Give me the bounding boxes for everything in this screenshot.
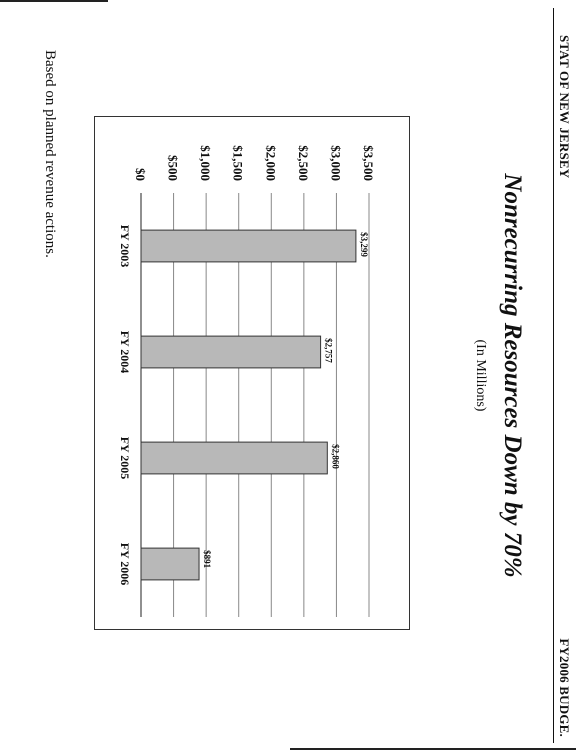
header-left: STAT OF NEW JERSEY bbox=[557, 35, 572, 179]
data-label: $2,757 bbox=[323, 338, 334, 363]
bar bbox=[141, 548, 199, 580]
category-label: FY 2005 bbox=[118, 436, 132, 480]
bar bbox=[141, 442, 327, 474]
data-label: $3,299 bbox=[358, 232, 369, 257]
category-label: FY 2004 bbox=[118, 330, 132, 374]
y-tick-label: $1,000 bbox=[198, 145, 214, 181]
chart-frame bbox=[94, 116, 410, 630]
bar bbox=[141, 336, 321, 368]
y-tick-label: $0 bbox=[133, 168, 148, 181]
data-label: $891 bbox=[202, 550, 213, 569]
y-tick-label: $3,500 bbox=[361, 145, 376, 181]
y-tick-label: $2,500 bbox=[295, 145, 311, 181]
bar bbox=[141, 230, 356, 262]
footnote: Based on planned revenue actions. bbox=[42, 50, 58, 258]
category-label: FY 2006 bbox=[118, 542, 132, 586]
category-label: FY 2003 bbox=[118, 224, 132, 268]
header-rule bbox=[553, 8, 554, 743]
y-tick-label: $2,000 bbox=[263, 145, 279, 181]
data-label: $2,860 bbox=[330, 444, 341, 469]
y-tick-label: $3,000 bbox=[328, 145, 344, 181]
chart-subtitle: (In Millions) bbox=[473, 339, 488, 412]
y-tick-label: $1,500 bbox=[230, 145, 246, 181]
chart-title: Nonrecurring Resources Down by 70% bbox=[499, 173, 526, 578]
bar-chart bbox=[95, 117, 409, 629]
header-right: FY2006 BUDGE. bbox=[557, 638, 572, 737]
y-tick-label: $500 bbox=[165, 155, 181, 181]
